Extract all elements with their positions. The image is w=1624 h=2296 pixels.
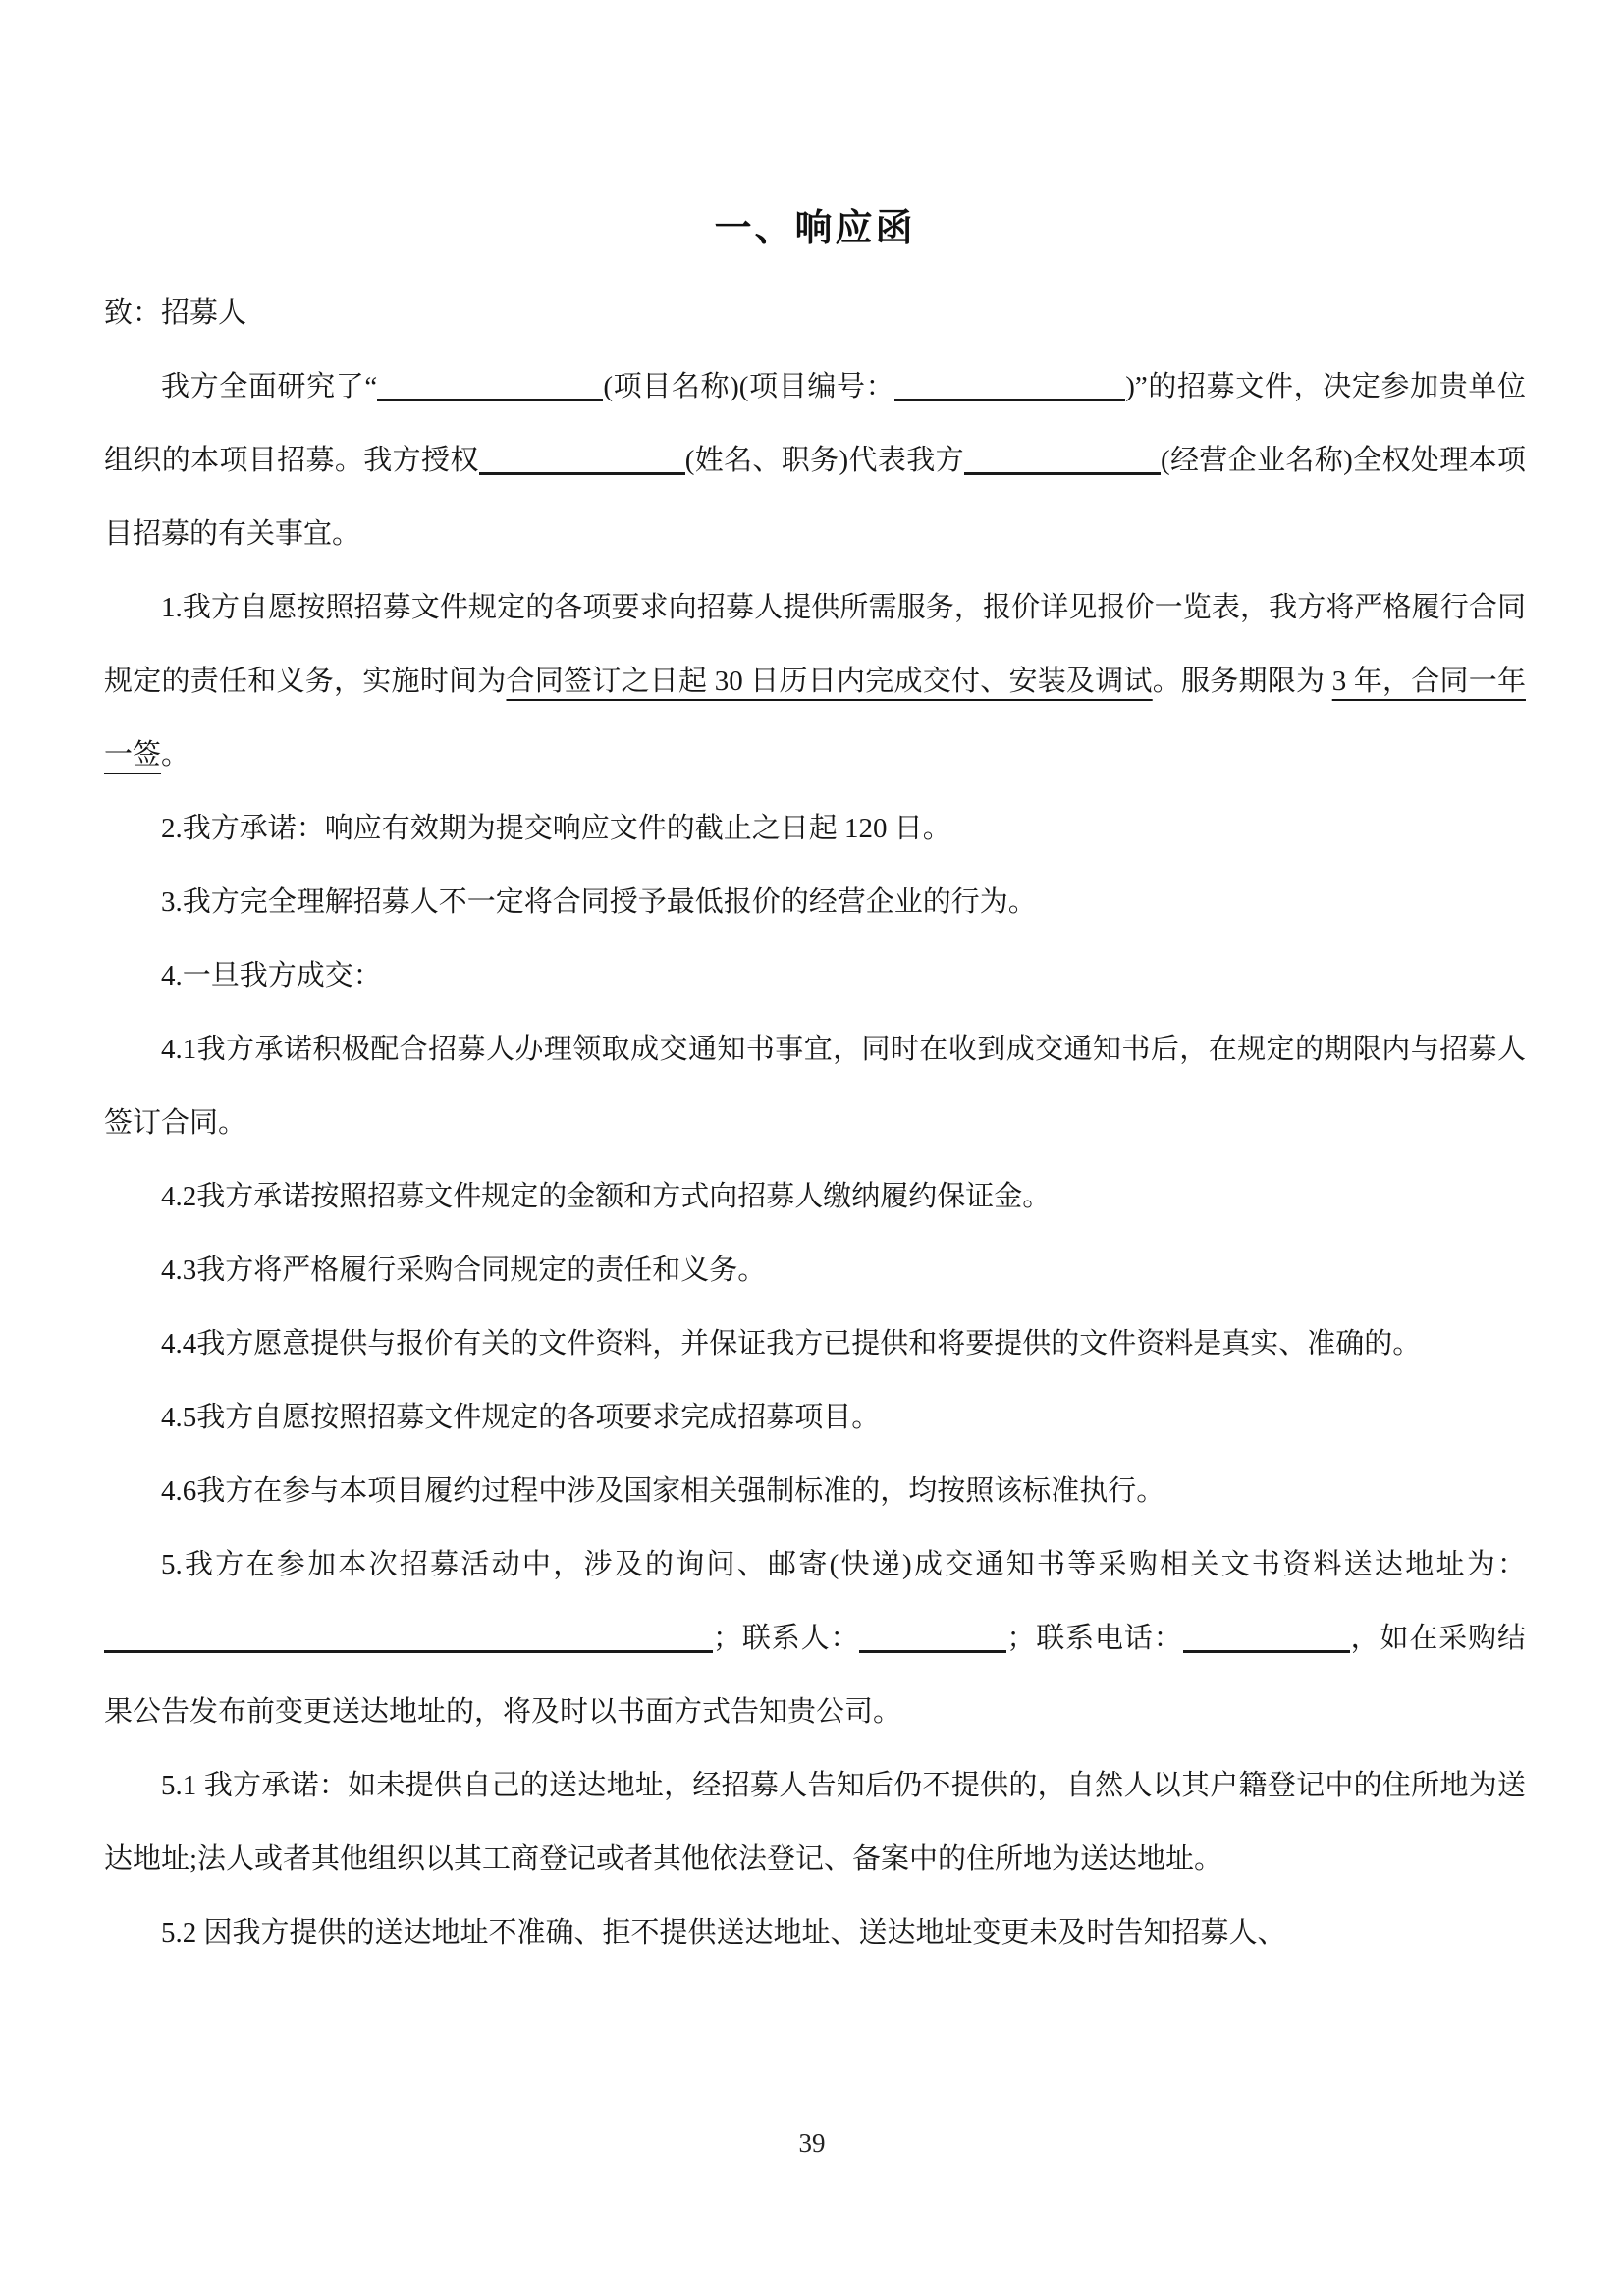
paragraph <box>104 792 1526 866</box>
blank-field <box>479 471 685 475</box>
paragraph <box>104 1234 1526 1308</box>
text-run: 致：招募人 <box>104 297 247 329</box>
paragraph <box>104 1160 1526 1234</box>
paragraph <box>104 939 1526 1013</box>
text-run: ，如在采购结果公告发布前变更送达地址的，将及时以书面方式告知贵公司。 <box>104 1623 1526 1728</box>
text-run: 2.我方承诺：响应有效期为提交响应文件的截止之日起 120 日。 <box>161 813 951 844</box>
text-run: (项目名称)(项目编号： <box>603 371 895 402</box>
text-run: 4.3我方将严格履行采购合同规定的责任和义务。 <box>161 1255 767 1286</box>
text-run: 4.6我方在参与本项目履约过程中涉及国家相关强制标准的，均按照该标准执行。 <box>161 1475 1165 1507</box>
paragraph <box>104 1749 1526 1896</box>
blank-field <box>377 398 603 401</box>
paragraph-list <box>104 277 1526 1970</box>
text-run: (经营企业名称)全权处理本项目招募的有关事宜。 <box>104 445 1526 550</box>
text-run: 。 <box>161 739 190 771</box>
paragraph <box>104 866 1526 939</box>
blank-field <box>859 1649 1006 1653</box>
paragraph <box>104 350 1526 571</box>
text-run: 1.我方自愿按照招募文件规定的各项要求向招募人提供所需服务，报价详见报价一览表，我方将严格履行合同规定的责任和义务，实施时间为 <box>104 592 1526 697</box>
paragraph <box>104 1455 1526 1528</box>
paragraph <box>104 1528 1526 1749</box>
text-run: 5.2 因我方提供的送达地址不准确、拒不提供送达地址、送达地址变更未及时告知招募人、 <box>161 1917 1286 1949</box>
paragraph <box>104 571 1526 792</box>
text-run: 。服务期限为 <box>1152 666 1332 697</box>
text-run: 4.4我方愿意提供与报价有关的文件资料，并保证我方已提供和将要提供的文件资料是真实、准确的。 <box>161 1328 1422 1360</box>
text-run: 4.一旦我方成交： <box>161 960 382 991</box>
paragraph <box>104 1013 1526 1160</box>
text-run: 3.我方完全理解招募人不一定将合同授予最低报价的经营企业的行为。 <box>161 886 1037 918</box>
paragraph <box>104 1896 1526 1970</box>
paragraph <box>104 277 1526 350</box>
blank-field <box>104 1649 713 1653</box>
text-run: )”的招募文件，决定参加贵单位组织的本项目招募。我方授权 <box>104 371 1527 476</box>
text-run: 5.我方在参加本次招募活动中，涉及的询问、邮寄(快递)成交通知书等采购相关文书资料送达地址为： <box>161 1549 1526 1580</box>
underlined-text: 合同签订之日起 30 日历日内完成交付、安装及调试 <box>506 666 1153 697</box>
paragraph <box>104 1308 1526 1381</box>
document-title: 一、响应函 <box>714 206 916 249</box>
text-run: ；联系电话： <box>1006 1623 1183 1654</box>
text-run: 4.2我方承诺按照招募文件规定的金额和方式向招募人缴纳履约保证金。 <box>161 1181 1052 1212</box>
text-run: 4.5我方自愿按照招募文件规定的各项要求完成招募项目。 <box>161 1402 881 1433</box>
page-number: 39 <box>798 2128 826 2158</box>
text-run: (姓名、职务)代表我方 <box>684 445 964 476</box>
text-run: 5.1 我方承诺：如未提供自己的送达地址，经招募人告知后仍不提供的，自然人以其户籍登记中的住所地为送达地址;法人或者其他组织以其工商登记或者其他依法登记、备案中的住所地为送达地址。 <box>104 1770 1526 1875</box>
paragraph <box>104 1381 1526 1455</box>
text-run: 我方全面研究了“ <box>161 371 378 402</box>
text-run: 4.1我方承诺积极配合招募人办理领取成交通知书事宜，同时在收到成交通知书后，在规定的期限内与招募人签订合同。 <box>104 1034 1526 1139</box>
underlined-text: 3 年，合同一年一签 <box>104 666 1526 771</box>
blank-field <box>894 398 1125 401</box>
text-run: ；联系人： <box>713 1623 860 1654</box>
blank-field <box>964 471 1161 475</box>
blank-field <box>1183 1649 1350 1653</box>
